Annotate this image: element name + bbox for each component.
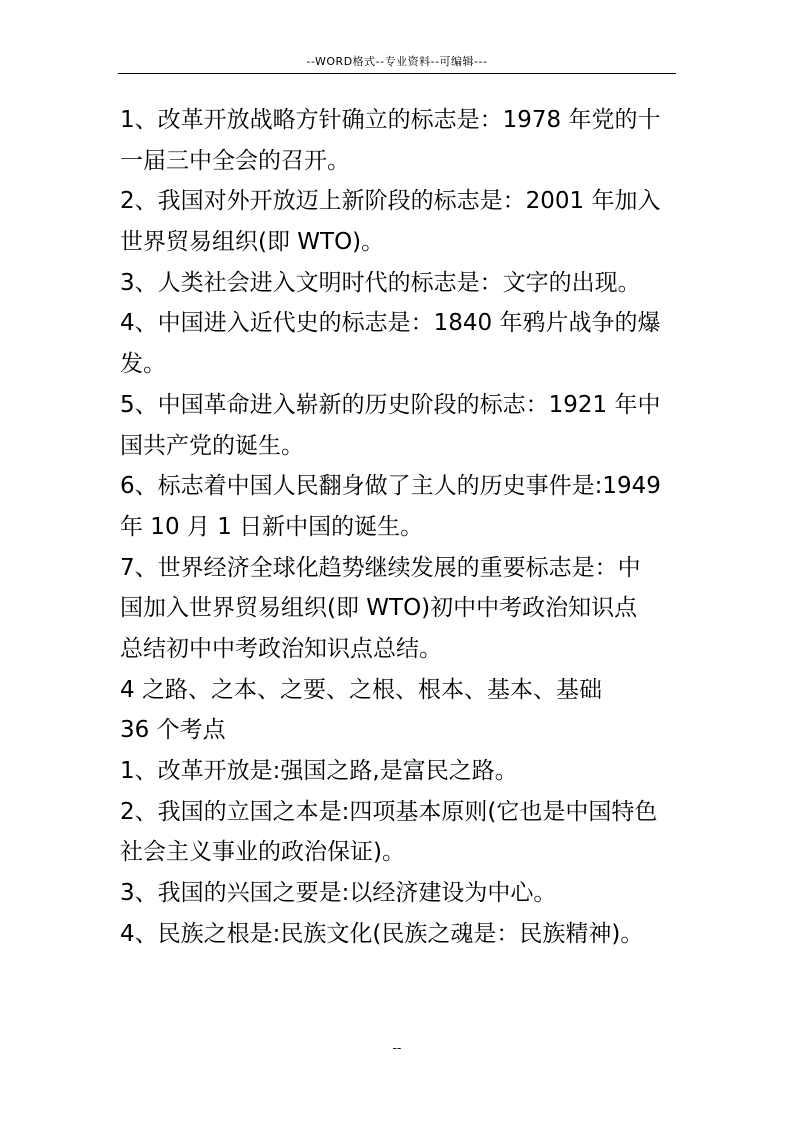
text-line-10: 6、标志着中国人民翻身做了主人的历史事件是:1949 [120,473,661,500]
text-line-17: 1、改革开放是:强国之路,是富民之路。 [120,758,518,784]
text-line-11: 年 10 月 1 日新中国的诞生。 [120,513,424,540]
text-line-1: 1、改革开放战略方针确立的标志是：1978 年党的十 [120,107,661,133]
document-body [120,100,680,954]
text-line-21: 4、民族之根是:民族文化(民族之魂是：民族精神)。 [120,920,644,947]
text-line-4: 世界贸易组织(即 WTO)。 [120,229,385,256]
page-footer: -- [392,1041,402,1055]
text-line-12: 7、世界经济全球化趋势继续发展的重要标志是：中 [120,554,641,581]
text-line-14: 总结初中中考政治知识点总结。 [120,635,442,662]
text-line-2: 一届三中全会的召开。 [120,147,350,174]
text-line-15: 4 之路、之本、之要、之根、根本、基本、基础 [120,676,602,703]
text-line-20: 3、我国的兴国之要是:以经济建设为中心。 [120,880,557,907]
text-line-7: 发。 [120,351,166,378]
text-line-9: 国共产党的诞生。 [120,432,304,459]
text-line-13: 国加入世界贸易组织(即 WTO)初中中考政治知识点 [120,595,638,622]
header-divider [118,73,676,74]
text-line-6: 4、中国进入近代史的标志是：1840 年鸦片战争的爆 [120,310,661,337]
text-line-3: 2、我国对外开放迈上新阶段的标志是：2001 年加入 [120,188,661,215]
text-line-16: 36 个考点 [120,717,226,744]
text-line-5: 3、人类社会进入文明时代的标志是：文字的出现。 [120,269,641,296]
page-header: --WORD格式--专业资料--可编辑--- [306,55,488,68]
text-line-8: 5、中国革命进入崭新的历史阶段的标志：1921 年中 [120,391,661,418]
text-line-18: 2、我国的立国之本是:四项基本原则(它也是中国特色 [120,798,658,825]
text-line-19: 社会主义事业的政治保证)。 [120,839,405,866]
